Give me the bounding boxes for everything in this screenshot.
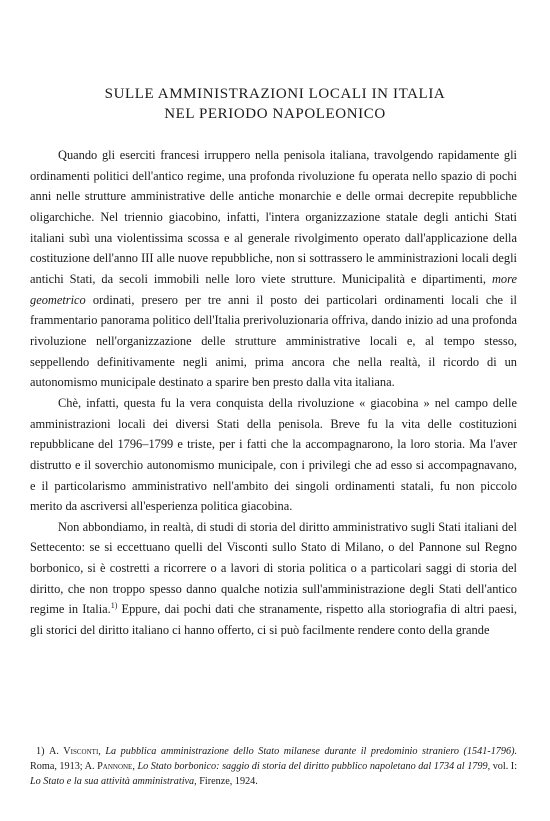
body-text <box>30 145 517 641</box>
paragraph-2: Chè, infatti, questa fu la vera conquista della rivoluzione « giacobina » nel campo delle amministrazioni locali dei diversi Stati della penisola. Breve fu la vita delle costituzioni repubblicane del 1796–1799 e triste, per i fatti che la accompagnarono, la loro storia. Ma l'aver distrutto e il soverchio autonomismo municipale, con i privilegi che ad esso si accompagnavano, e il particolarismo amministrativo nell'ambito dei singoli ordinamenti statali, fu non piccolo merito da ascriversi all'esperienza politica giacobina. <box>30 395 517 514</box>
paragraph-1-text-b: ordinati, presero per tre anni il posto dei particolari ordinamenti locali che il frammentario panorama politico dell'Italia prerivoluzionaria offriva, dando inizio ad una profonda rivoluzione nell'organizzazione delle strutture amministrative locali e, al tempo stesso, seppellendo definitivamente negli animi, prima ancora che nella realtà, il ricordo di un autonomismo municipale destinato a sparire ben presto dalla vita italiana. <box>30 292 517 390</box>
footnote-title-2: Lo Stato borbonico: saggio di storia del diritto pubblico napoletano dal 1734 al 1799, <box>137 761 491 772</box>
title-line-1: SULLE AMMINISTRAZIONI LOCALI IN ITALIA <box>104 86 446 102</box>
paragraph-1-italic: more geometrico <box>30 271 517 307</box>
footnotes <box>30 744 517 789</box>
footnote-publication-1: Roma, 1913; A. <box>30 761 95 772</box>
footnote-author-1: A. Visconti, <box>49 746 101 757</box>
paragraph-3 <box>30 517 517 641</box>
footnote-reference: 1) <box>110 601 118 611</box>
paragraph-3-text-b: Eppure, dai pochi dati che stranamente, rispetto alla storiografia di altri paesi, gli storici del diritto italiano ci hanno offerto, ci si può facilmente rendere conto della grande <box>30 602 517 638</box>
footnote-author-2: Pannone, <box>97 761 135 772</box>
footnote-volume: vol. I: <box>492 761 518 772</box>
footnote-publication-2: Firenze, 1924. <box>199 776 258 787</box>
footnote-1 <box>30 744 517 789</box>
title-line-2: NEL PERIODO NAPOLEONICO <box>164 106 386 122</box>
page-title <box>0 84 550 124</box>
paragraph-3-text-a: Non abbondiamo, in realtà, di studi di storia del diritto amministrativo sugli Stati italiani del Settecento: se si eccettuano quelli del Visconti sullo Stato di Milano, o del Pannone sul Regno borbonico, si è costretti a ricorrere o a lavori di storia politica o a particolari saggi di storia del diritto, che non troppo spesso danno qualche notizia sull'amministrazione degli Stati dell'antico regime in Italia. <box>30 519 517 617</box>
paragraph-1-text-a: Quando gli eserciti francesi irruppero nella penisola italiana, travolgendo rapidamente gli ordinamenti politici dell'antico regime, una profonda rivoluzione fu operata nello spazio di pochi anni nelle strutture amministrative delle antiche monarchie e delle ormai decrepite repubbliche oligarchiche. Nel triennio giacobino, infatti, l'intera organizzazione statale degli antichi Stati italiani subì una violentissima scossa e al generale rivolgimento operato dall'applicazione della costituzione dell'anno III alle nuove repubbliche, non si sottrassero le amministrazioni locali degli antichi Stati, da secoli immobili nelle loro viete strutture. Municipalità e dipartimenti, <box>30 148 517 286</box>
footnote-title-3: Lo Stato e la sua attività amministrativa, <box>30 776 197 787</box>
footnote-title-1: La pubblica amministrazione dello Stato milanese durante il predominio straniero (1541-1796). <box>105 746 518 757</box>
footnote-mark: 1) <box>36 746 45 757</box>
paragraph-1 <box>30 145 517 393</box>
